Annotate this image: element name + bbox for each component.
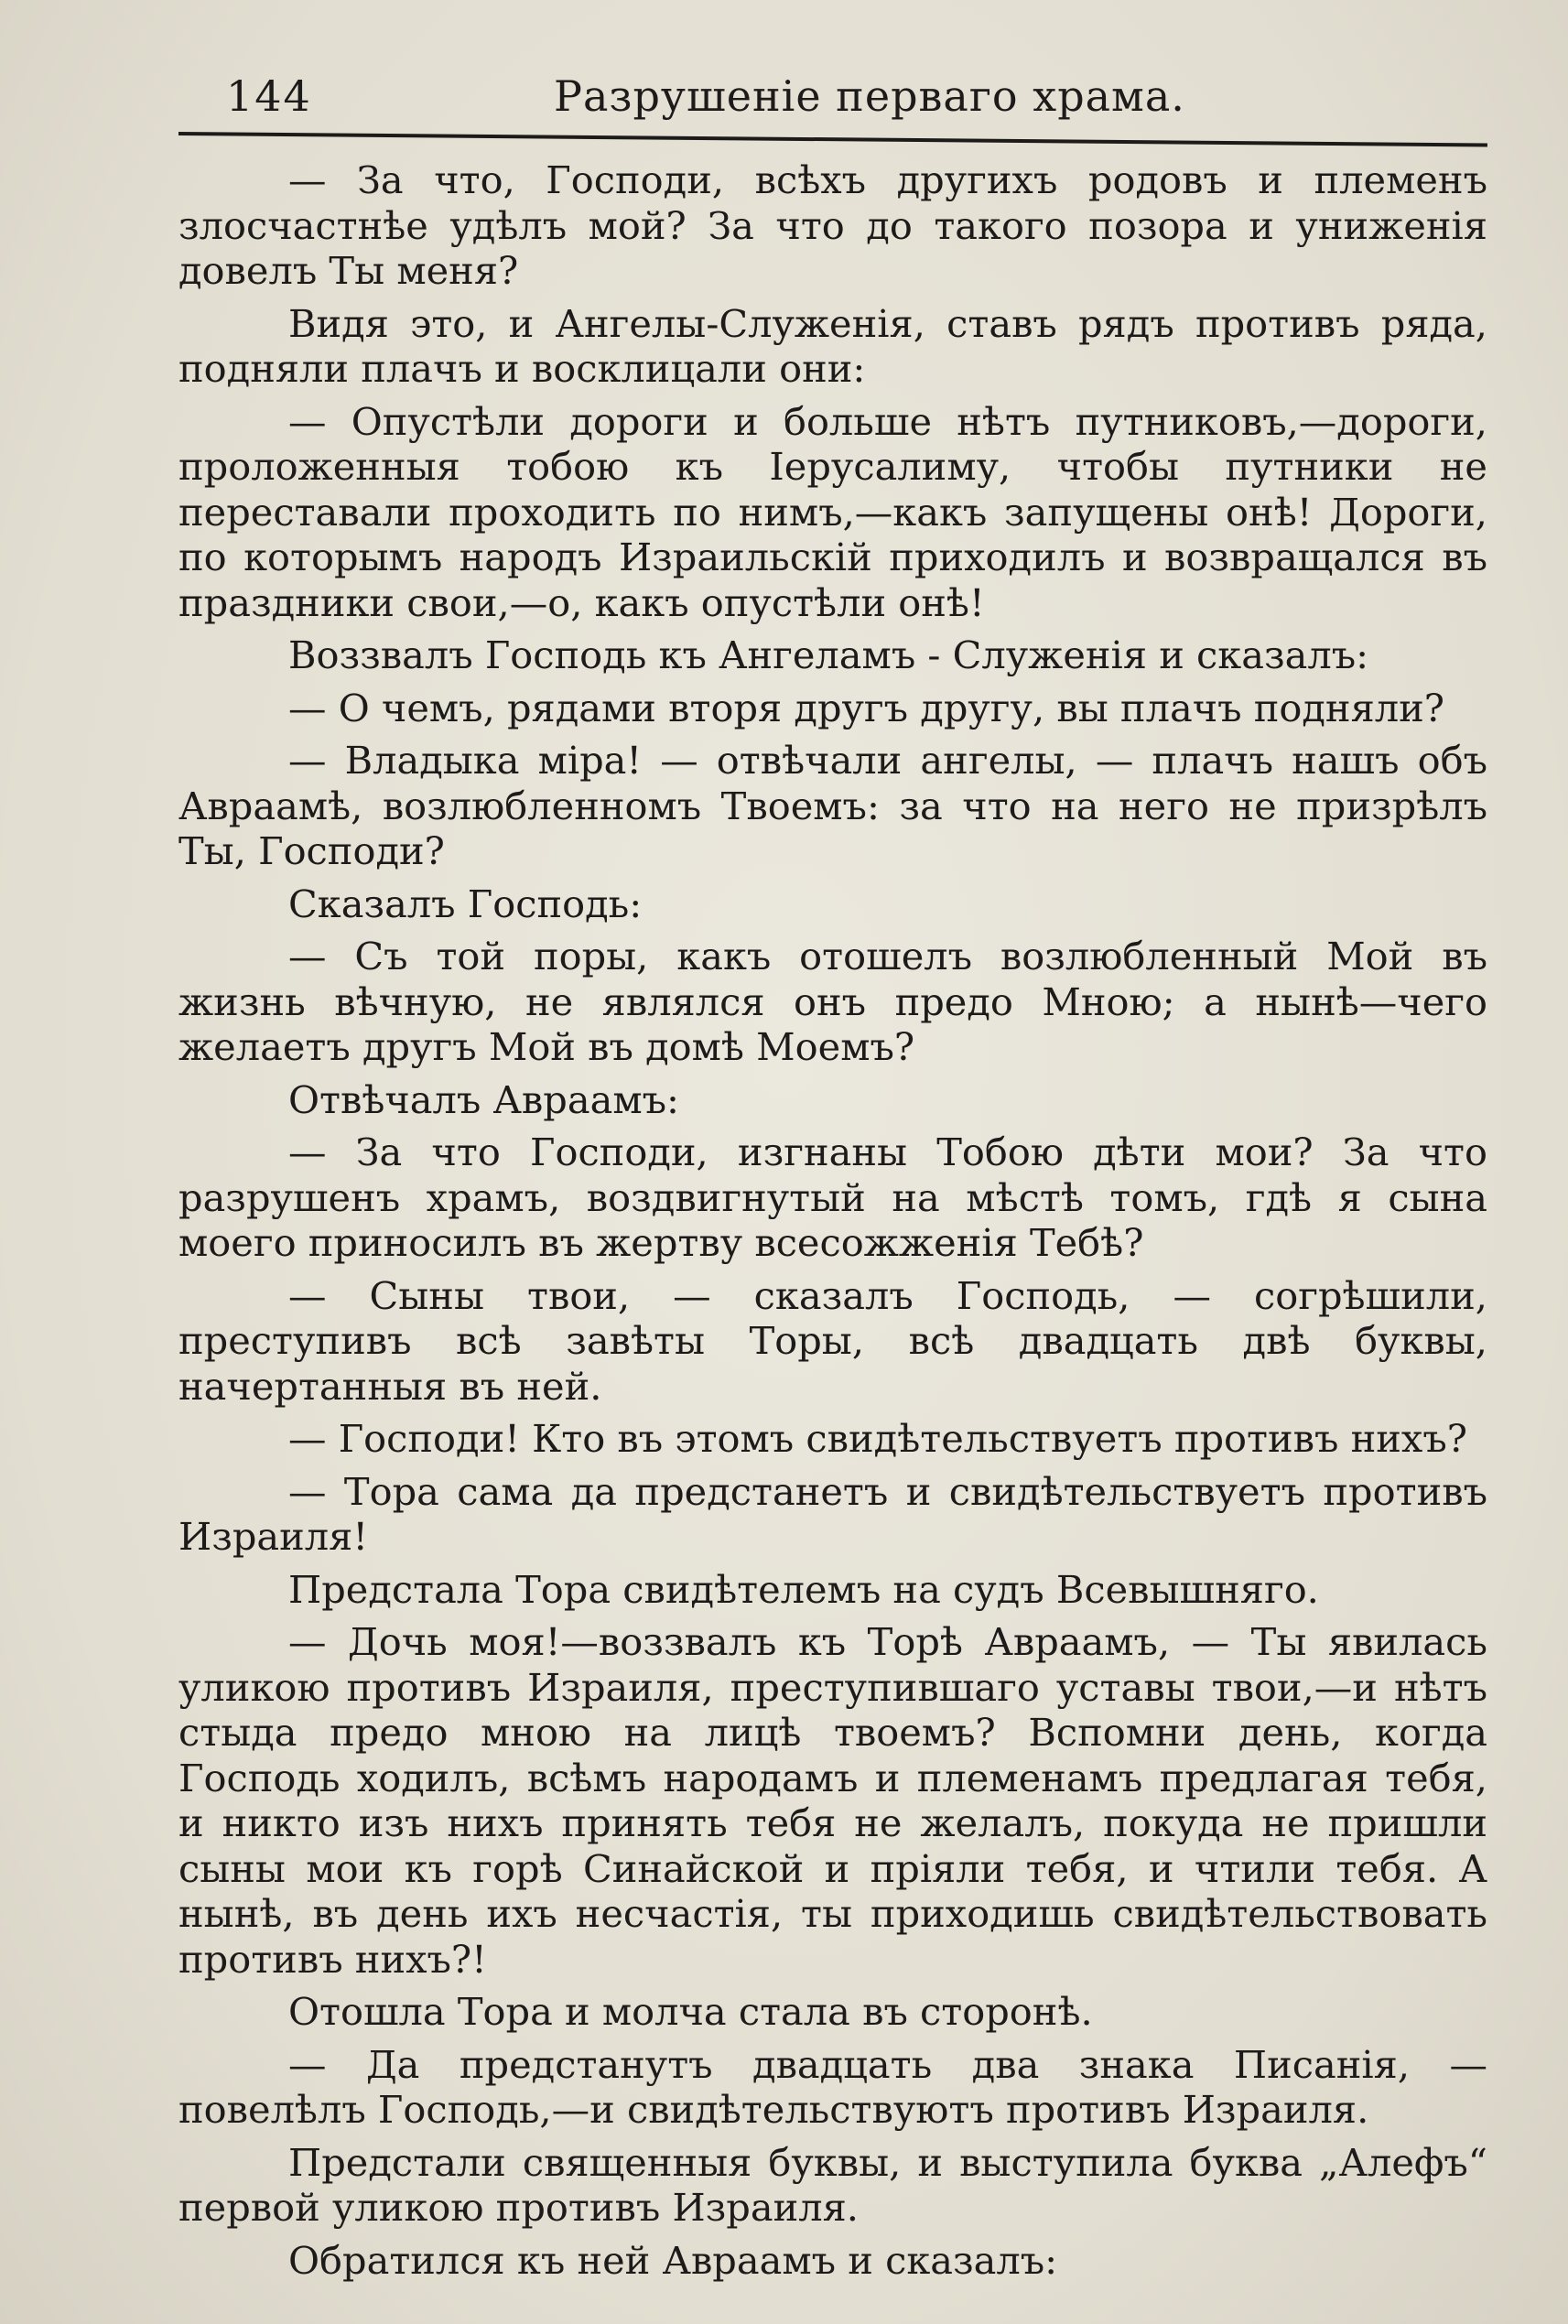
paragraph: — О чемъ, рядами вторя другъ другу, вы плачъ подняли?: [288, 685, 1445, 730]
paragraph: — Дочь моя!—воззвалъ къ Торѣ Авраамъ, — Ты явилась уликою противъ Израиля, преступившаго уставы твои,—и нѣтъ стыда предо мною на лицѣ твоемъ? Вспомни день, когда Господь ходилъ, всѣмъ народамъ и племенамъ предлагая тебя, и никто изъ нихъ принять тебя не желалъ, покуда не пришли сыны мои къ горѣ Синайской и пріяли тебя, и чтили тебя. А нынѣ, въ день ихъ несчастія, ты приходишь свидѣтельствовать противъ нихъ?!: [178, 1619, 1487, 1982]
paragraph: — Сыны твои, — сказалъ Господь, — согрѣшили, преступивъ всѣ завѣты Торы, всѣ двадцать двѣ буквы, начертанныя въ ней.: [178, 1272, 1487, 1409]
paragraph: Предстали священныя буквы, и выступила буква „Алефъ“ первой уликою противъ Израиля.: [178, 2139, 1487, 2230]
paragraph: Отошла Тора и молча стала въ сторонѣ.: [288, 1989, 1093, 2034]
paragraph: — Да предстанутъ двадцать два знака Писанія, — повелѣлъ Господь,—и свидѣтельствуютъ противъ Израиля.: [178, 2041, 1487, 2132]
paragraph: Сказалъ Господь:: [288, 881, 643, 926]
paragraph: Видя это, и Ангелы-Служенія, ставъ рядъ противъ ряда, подняли плачъ и восклицали они:: [178, 300, 1487, 391]
paragraph: Воззвалъ Господь къ Ангеламъ - Служенія и сказалъ:: [288, 632, 1369, 677]
paragraph: — За что, Господи, всѣхъ другихъ родовъ и племенъ злосчастнѣе удѣлъ мой? За что до такого позора и униженія довелъ Ты меня?: [178, 157, 1487, 293]
paragraph: Обратился къ ней Авраамъ и сказалъ:: [288, 2237, 1058, 2283]
paragraph: — Владыка міра! — отвѣчали ангелы, — плачъ нашъ объ Авраамѣ, возлюбленномъ Твоемъ: за что на него не призрѣлъ Ты, Господи?: [178, 738, 1487, 873]
paragraph: Отвѣчалъ Авраамъ:: [288, 1076, 680, 1122]
page-number: 144: [226, 71, 312, 121]
paragraph: Предстала Тора свидѣтелемъ на судъ Всевышняго.: [288, 1566, 1319, 1612]
paragraph: — Съ той поры, какъ отошелъ возлюбленный Мой въ жизнь вѣчную, не являлся онъ предо Мною; а нынѣ—чего желаетъ другъ Мой въ домѣ Моемъ?: [178, 934, 1487, 1069]
paragraph: — Господи! Кто въ этомъ свидѣтельствуетъ противъ нихъ?: [288, 1416, 1467, 1461]
paragraph: — Опустѣли дороги и больше нѣтъ путниковъ,—дороги, проложенныя тобою къ Іерусалиму, чтобы путники не переставали проходить по нимъ,—какъ запущены онѣ! Дороги, по которымъ народъ Израильскій приходилъ и возвращался въ праздники свои,—о, какъ опустѣли онѣ!: [178, 398, 1487, 625]
page-header: [178, 71, 1487, 128]
body-text: [178, 157, 1487, 2290]
paragraph: — Тора сама да предстанетъ и свидѣтельствуетъ противъ Израиля!: [178, 1468, 1487, 1559]
running-title: Разрушеніе перваго храма.: [554, 71, 1185, 121]
header-rule: [178, 132, 1487, 146]
paragraph: — За что Господи, изгнаны Тобою дѣти мои? За что разрушенъ храмъ, воздвигнутый на мѣстѣ томъ, гдѣ я сына моего приносилъ въ жертву всесожженія Тебѣ?: [178, 1130, 1487, 1265]
